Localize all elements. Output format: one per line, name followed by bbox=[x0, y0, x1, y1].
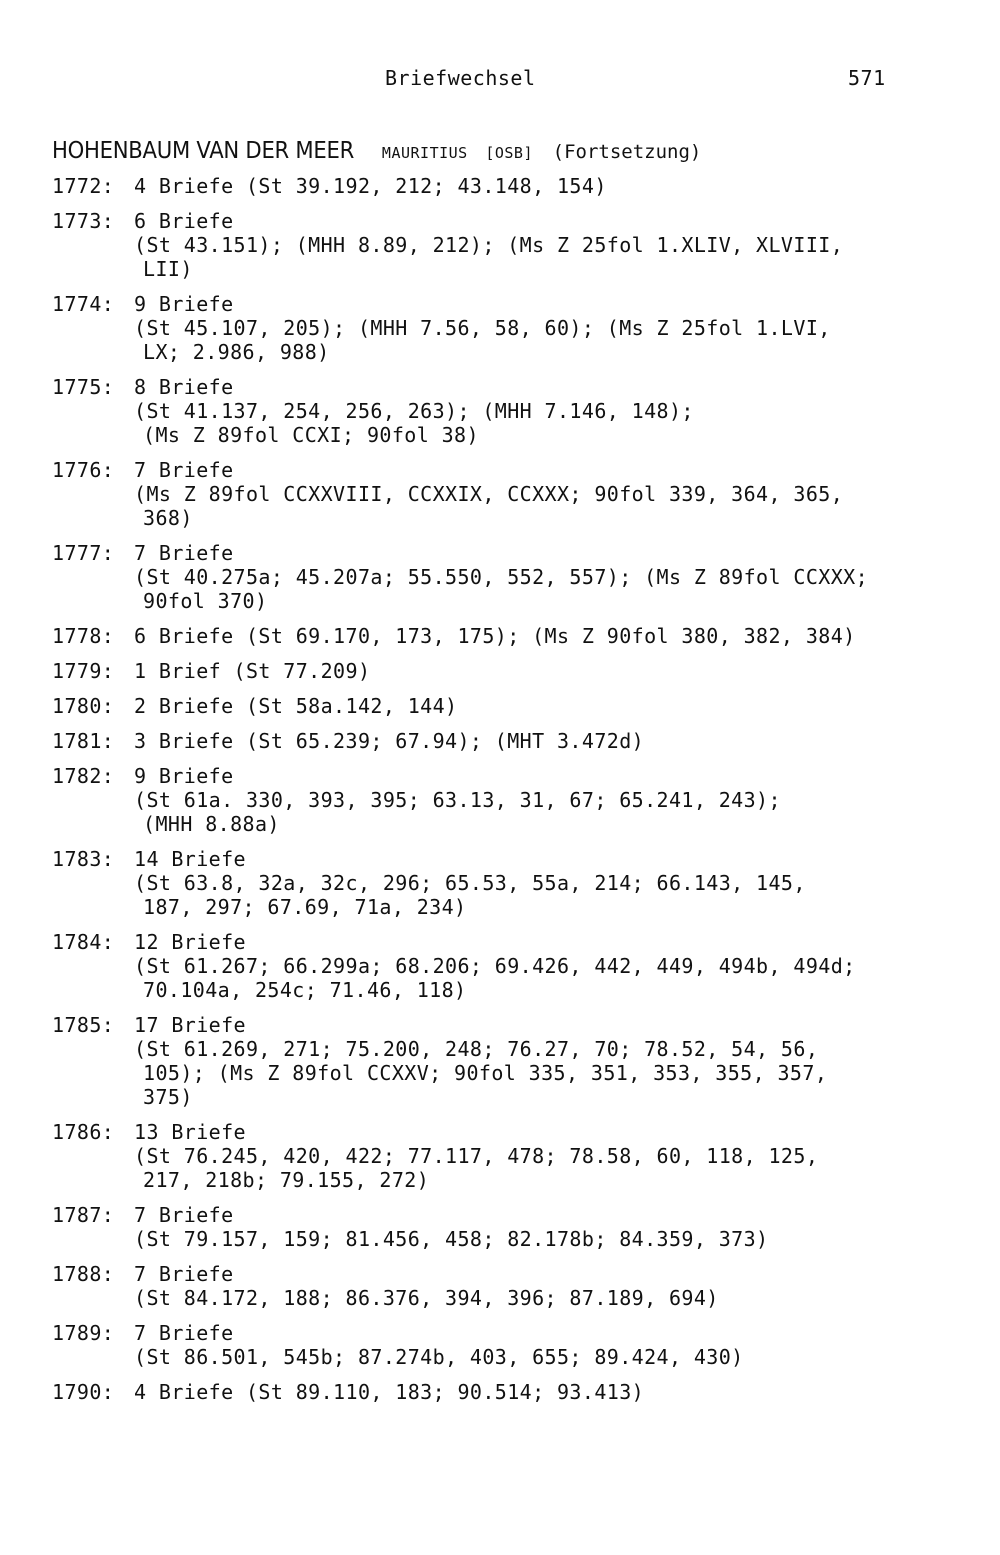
entry-continuation-line: (St 61a. 330, 393, 395; 63.13, 31, 67; 65.241, 243); bbox=[134, 788, 781, 812]
entry-continuation-line: (St 61.267; 66.299a; 68.206; 69.426, 442, 449, 494b, 494d; bbox=[134, 954, 856, 978]
letter-entry bbox=[52, 541, 952, 613]
entry-year: 1777: bbox=[52, 541, 115, 565]
letter-entry bbox=[52, 292, 952, 364]
entry-year: 1785: bbox=[52, 1013, 115, 1037]
entry-text: 8 Briefe bbox=[134, 375, 234, 399]
entry-year: 1782: bbox=[52, 764, 115, 788]
entry-text: 14 Briefe bbox=[134, 847, 246, 871]
entry-text: 7 Briefe bbox=[134, 458, 234, 482]
entry-continuation-line: 375) bbox=[143, 1085, 193, 1109]
entries-list bbox=[52, 174, 952, 1415]
entry-continuation-line: (St 61.269, 271; 75.200, 248; 76.27, 70; 78.52, 54, 56, bbox=[134, 1037, 819, 1061]
entry-text: 7 Briefe bbox=[134, 1203, 234, 1227]
entry-continuation-line: LII) bbox=[143, 257, 193, 281]
entry-continuation-line: 187, 297; 67.69, 71a, 234) bbox=[143, 895, 467, 919]
heading-first-name: MAURITIUS bbox=[381, 144, 468, 162]
entry-continuation-line: (St 63.8, 32a, 32c, 296; 65.53, 55a, 214; 66.143, 145, bbox=[134, 871, 806, 895]
entry-year: 1779: bbox=[52, 659, 115, 683]
entry-continuation-line: 105); (Ms Z 89fol CCXXV; 90fol 335, 351, 353, 355, 357, bbox=[143, 1061, 828, 1085]
entry-continuation-line: 70.104a, 254c; 71.46, 118) bbox=[143, 978, 467, 1002]
entry-heading bbox=[52, 138, 701, 164]
entry-year: 1790: bbox=[52, 1380, 115, 1404]
entry-text: 13 Briefe bbox=[134, 1120, 246, 1144]
heading-name: HOHENBAUM VAN DER MEER bbox=[52, 138, 355, 164]
entry-first-line bbox=[52, 930, 952, 954]
entry-text: 12 Briefe bbox=[134, 930, 246, 954]
entry-continuation-line: (St 76.245, 420, 422; 77.117, 478; 78.58, 60, 118, 125, bbox=[134, 1144, 819, 1168]
entry-first-line bbox=[52, 292, 952, 316]
entry-first-line bbox=[52, 847, 952, 871]
entry-year: 1773: bbox=[52, 209, 115, 233]
heading-continued: (Fortsetzung) bbox=[552, 141, 702, 163]
entry-year: 1787: bbox=[52, 1203, 115, 1227]
entry-first-line bbox=[52, 541, 952, 565]
entry-first-line bbox=[52, 624, 952, 648]
letter-entry bbox=[52, 694, 952, 718]
entry-continuation-line: (St 40.275a; 45.207a; 55.550, 552, 557); (Ms Z 89fol CCXXX; bbox=[134, 565, 869, 589]
entry-continuation-line: (St 45.107, 205); (MHH 7.56, 58, 60); (Ms Z 25fol 1.LVI, bbox=[134, 316, 831, 340]
entry-continuation-line: 368) bbox=[143, 506, 193, 530]
entry-continuation-line: (Ms Z 89fol CCXI; 90fol 38) bbox=[143, 423, 479, 447]
letter-entry bbox=[52, 930, 952, 1002]
entry-first-line bbox=[52, 729, 952, 753]
entry-text: 2 Briefe (St 58a.142, 144) bbox=[134, 694, 458, 718]
entry-year: 1786: bbox=[52, 1120, 115, 1144]
entry-first-line bbox=[52, 764, 952, 788]
entry-text: 7 Briefe bbox=[134, 1321, 234, 1345]
entry-continuation-line: (St 86.501, 545b; 87.274b, 403, 655; 89.424, 430) bbox=[134, 1345, 744, 1369]
entry-text: 17 Briefe bbox=[134, 1013, 246, 1037]
entry-year: 1780: bbox=[52, 694, 115, 718]
entry-text: 1 Brief (St 77.209) bbox=[134, 659, 371, 683]
entry-text: 6 Briefe (St 69.170, 173, 175); (Ms Z 90fol 380, 382, 384) bbox=[134, 624, 856, 648]
entry-text: 6 Briefe bbox=[134, 209, 234, 233]
entry-first-line bbox=[52, 1380, 952, 1404]
running-header-title: Briefwechsel bbox=[385, 66, 536, 90]
entry-text: 7 Briefe bbox=[134, 541, 234, 565]
entry-text: 9 Briefe bbox=[134, 764, 234, 788]
entry-first-line bbox=[52, 375, 952, 399]
letter-entry bbox=[52, 659, 952, 683]
letter-entry bbox=[52, 847, 952, 919]
entry-year: 1789: bbox=[52, 1321, 115, 1345]
entry-first-line bbox=[52, 1262, 952, 1286]
entry-continuation-line: 90fol 370) bbox=[143, 589, 268, 613]
entry-continuation-line: (MHH 8.88a) bbox=[143, 812, 280, 836]
letter-entry bbox=[52, 624, 952, 648]
page-number: 571 bbox=[848, 66, 886, 90]
letter-entry bbox=[52, 1321, 952, 1369]
entry-continuation-line: (St 43.151); (MHH 8.89, 212); (Ms Z 25fol 1.XLIV, XLVIII, bbox=[134, 233, 844, 257]
entry-year: 1774: bbox=[52, 292, 115, 316]
entry-first-line bbox=[52, 174, 952, 198]
entry-text: 4 Briefe (St 39.192, 212; 43.148, 154) bbox=[134, 174, 607, 198]
letter-entry bbox=[52, 458, 952, 530]
entry-year: 1781: bbox=[52, 729, 115, 753]
entry-continuation-line: (St 84.172, 188; 86.376, 394, 396; 87.189, 694) bbox=[134, 1286, 719, 1310]
letter-entry bbox=[52, 1203, 952, 1251]
entry-text: 9 Briefe bbox=[134, 292, 234, 316]
entry-year: 1783: bbox=[52, 847, 115, 871]
entry-first-line bbox=[52, 458, 952, 482]
letter-entry bbox=[52, 174, 952, 198]
entry-first-line bbox=[52, 659, 952, 683]
letter-entry bbox=[52, 1120, 952, 1192]
entry-first-line bbox=[52, 1203, 952, 1227]
entry-continuation-line: (St 79.157, 159; 81.456, 458; 82.178b; 84.359, 373) bbox=[134, 1227, 769, 1251]
letter-entry bbox=[52, 764, 952, 836]
entry-continuation-line: (Ms Z 89fol CCXXVIII, CCXXIX, CCXXX; 90fol 339, 364, 365, bbox=[134, 482, 844, 506]
entry-first-line bbox=[52, 694, 952, 718]
letter-entry bbox=[52, 375, 952, 447]
letter-entry bbox=[52, 1262, 952, 1310]
entry-year: 1788: bbox=[52, 1262, 115, 1286]
entry-text: 4 Briefe (St 89.110, 183; 90.514; 93.413) bbox=[134, 1380, 645, 1404]
entry-first-line bbox=[52, 1321, 952, 1345]
entry-continuation-line: 217, 218b; 79.155, 272) bbox=[143, 1168, 430, 1192]
entry-year: 1778: bbox=[52, 624, 115, 648]
entry-first-line bbox=[52, 1013, 952, 1037]
entry-continuation-line: (St 41.137, 254, 256, 263); (MHH 7.146, 148); bbox=[134, 399, 694, 423]
entry-year: 1776: bbox=[52, 458, 115, 482]
entry-year: 1775: bbox=[52, 375, 115, 399]
letter-entry bbox=[52, 209, 952, 281]
entry-first-line bbox=[52, 209, 952, 233]
entry-text: 3 Briefe (St 65.239; 67.94); (MHT 3.472d) bbox=[134, 729, 645, 753]
letter-entry bbox=[52, 729, 952, 753]
heading-order: [OSB] bbox=[485, 144, 533, 162]
entry-year: 1784: bbox=[52, 930, 115, 954]
entry-year: 1772: bbox=[52, 174, 115, 198]
letter-entry bbox=[52, 1013, 952, 1109]
entry-first-line bbox=[52, 1120, 952, 1144]
letter-entry bbox=[52, 1380, 952, 1404]
entry-text: 7 Briefe bbox=[134, 1262, 234, 1286]
entry-continuation-line: LX; 2.986, 988) bbox=[143, 340, 330, 364]
